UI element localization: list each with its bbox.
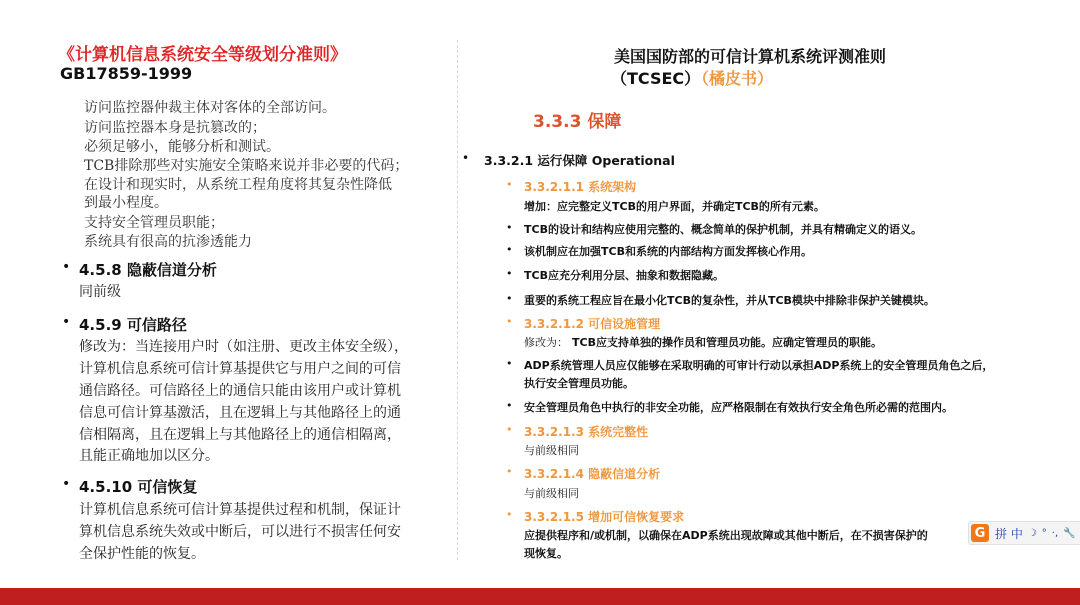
bullet-dot: • — [506, 399, 513, 412]
main-heading: 3.3.2.1 运行保障 Operational — [484, 153, 675, 168]
bullet-text: TCB应充分利用分层、抽象和数据隐藏。 — [524, 269, 724, 282]
bullet-dot: • — [506, 292, 513, 305]
moon-icon[interactable]: ☽ — [1027, 527, 1037, 539]
subsection-heading: 3.3.2.1.3 系统完整性 — [524, 425, 649, 439]
section-heading: 4.5.9 可信路径 — [79, 316, 187, 334]
left-line: 系统具有很高的抗渗透能力 — [84, 234, 252, 250]
subsection-text-prefix: 修改为： — [524, 336, 568, 349]
left-line: 访问监控器仲裁主体对客体的全部访问。 — [84, 100, 336, 116]
bullet-dot: • — [462, 151, 470, 165]
bullet-dot: • — [506, 221, 513, 234]
bullet-dot: • — [506, 465, 513, 478]
section-body-line: 信息可信计算基激活，且在逻辑上与其他路径上的通 — [79, 405, 401, 421]
subsection-text: 增加：应完整定义TCB的用户界面，并确定TCB的所有元素。 — [524, 200, 825, 213]
bullet-text: 重要的系统工程应旨在最小化TCB的复杂性，并从TCB模块中排除非保护关键模块。 — [524, 294, 935, 307]
ime-mode-label[interactable]: 拼 中 — [995, 526, 1023, 541]
section-body-line: 且能正确地加以区分。 — [79, 448, 219, 464]
bullet-dot: • — [62, 259, 71, 275]
section-body-line: 修改为：当连接用户时（如注册、更改主体安全级）， — [79, 339, 408, 355]
left-line: 到最小程度。 — [84, 195, 168, 211]
subsection-text: TCB应支持单独的操作员和管理员功能。应确定管理员的职能。 — [572, 336, 882, 349]
bullet-dot: • — [506, 315, 513, 328]
left-line: 访问监控器本身是抗篡改的； — [84, 120, 266, 136]
subsection-heading: 3.3.2.1.1 系统架构 — [524, 180, 637, 194]
bullet-text: 安全管理员角色中执行的非安全功能，应严格限制在有效执行安全角色所必需的范围内。 — [524, 401, 953, 414]
subsection-text: 应提供程序和/或机制，以确保在ADP系统出现故障或其他中断后，在不损害保护的 — [524, 529, 928, 542]
subsection-heading: 3.3.2.1.4 隐蔽信道分析 — [524, 467, 661, 481]
bullet-text: ADP系统管理人员应仅能够在采取明确的可审计行动以承担ADP系统上的安全管理员角色之后， — [524, 359, 994, 372]
wrench-icon[interactable]: 🔧 — [1063, 527, 1076, 539]
left-document-title: 《计算机信息系统安全等级划分准则》 — [58, 45, 347, 65]
bullet-dot: • — [506, 243, 513, 256]
section-body-line: 通信路径。可信路径上的通信只能由该用户或计算机 — [79, 383, 401, 399]
bullet-dot: • — [62, 314, 71, 330]
left-line: 支持安全管理员职能； — [84, 215, 224, 231]
bottom-accent-bar — [0, 588, 1080, 605]
column-divider — [457, 40, 458, 560]
bullet-dot: • — [506, 508, 513, 521]
bullet-dot: • — [62, 476, 71, 492]
section-heading: 4.5.10 可信恢复 — [79, 478, 198, 496]
section-body-line: 计算机信息系统可信计算基提供过程和机制，保证计 — [79, 502, 401, 518]
subsection-text: 与前级相同 — [524, 487, 579, 500]
bullet-text: 该机制应在加强TCB和系统的内部结构方面发挥核心作用。 — [524, 245, 812, 258]
bullet-dot: • — [506, 423, 513, 436]
right-document-nickname: （橘皮书） — [693, 69, 774, 88]
left-line: 必须足够小，能够分析和测试。 — [84, 139, 280, 155]
bullet-dot: • — [506, 357, 513, 370]
bullet-text: TCB的设计和结构应使用完整的、概念简单的保护机制，并具有精确定义的语义。 — [524, 223, 922, 236]
left-standard-code: GB17859-1999 — [60, 64, 193, 83]
section-body: 同前级 — [79, 284, 121, 300]
left-line: 在设计和现实时，从系统工程角度将其复杂性降低 — [84, 177, 392, 193]
section-body-line: 信相隔离，且在逻辑上与其他路径上的通信相隔离， — [79, 427, 401, 443]
left-line: TCB排除那些对实施安全策略来说并非必要的代码； — [84, 158, 409, 174]
right-document-title: 美国国防部的可信计算机系统评测准则 — [613, 47, 886, 66]
section-body-line: 算机信息系统失效或中断后，可以进行不损害任何安 — [79, 524, 401, 540]
bullet-dot: • — [506, 267, 513, 280]
ime-toolbar[interactable] — [968, 521, 1080, 545]
subsection-heading: 3.3.2.1.2 可信设施管理 — [524, 317, 661, 331]
bullet-text-cont: 执行安全管理员功能。 — [524, 377, 634, 390]
dot-icon[interactable]: ° — [1041, 527, 1047, 539]
subsection-heading: 3.3.2.1.5 增加可信恢复要求 — [524, 510, 685, 524]
section-body-line: 全保护性能的恢复。 — [79, 546, 205, 562]
right-document-subtitle: （TCSEC） — [611, 69, 701, 88]
section-title: 3.3.3 保障 — [533, 112, 622, 132]
section-heading: 4.5.8 隐蔽信道分析 — [79, 261, 217, 279]
subsection-text: 与前级相同 — [524, 444, 579, 457]
subsection-text-cont: 现恢复。 — [524, 547, 568, 560]
comma-icon[interactable]: ·, — [1051, 527, 1059, 539]
ime-logo-icon[interactable]: G — [971, 524, 989, 542]
bullet-dot: • — [506, 178, 513, 191]
section-body-line: 计算机信息系统可信计算基提供它与用户之间的可信 — [79, 361, 401, 377]
